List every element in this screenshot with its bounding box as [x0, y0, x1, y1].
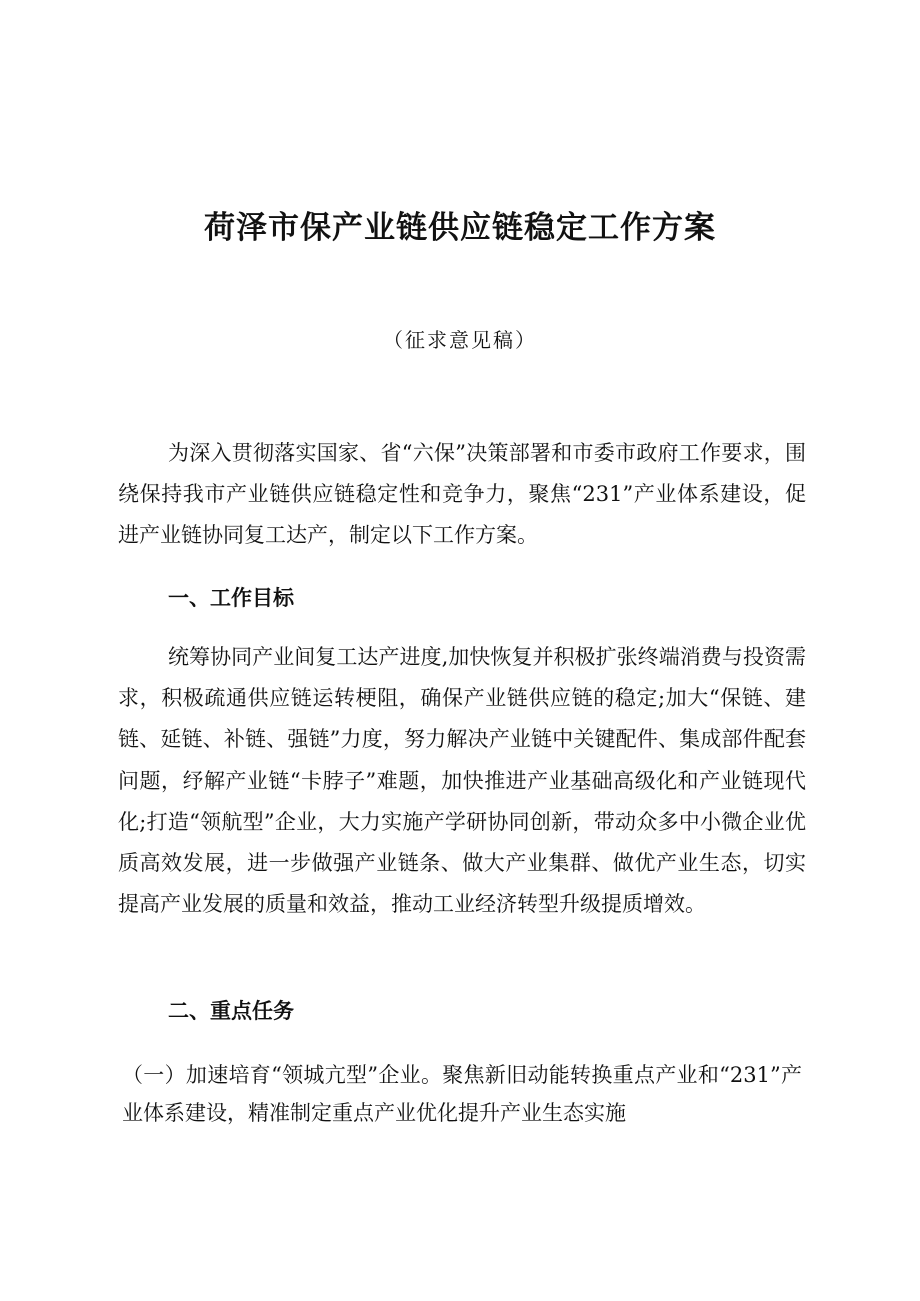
section-heading-goals: 一、工作目标: [168, 586, 294, 610]
document-title: 荷泽市保产业链供应链稳定工作方案: [204, 210, 716, 246]
intro-paragraph: 为深入贯彻落实国家、省“六保”决策部署和市委市政府工作要求，围绕保持我市产业链供应链稳定性和竞争力，聚焦“231”产业体系建设，促进产业链协同复工达产，制定以下工作方案。: [118, 441, 806, 548]
document-subtitle: （征求意见稿）: [383, 328, 537, 352]
goals-paragraph: 统筹协同产业间复工达产进度,加快恢复并积极扩张终端消费与投资需求，积极疏通供应链运转梗阻，确保产业链供应链的稳定;加大“保链、建链、延链、补链、强链”力度，努力解决产业链中关键配件、集成部件配套问题，纾解产业链“卡脖子”难题，加快推进产业基础高级化和产业链现代化;打造“领航型”企业，大力实施产学研协同创新，带动众多中小微企业优质高效发展，进一步做强产业链条、做大产业集群、做优产业生态，切实提高产业发展的质量和效益，推动工业经济转型升级提质增效。: [118, 645, 806, 917]
section-heading-tasks: 二、重点任务: [168, 999, 294, 1023]
task-item-1: （一）加速培育“领城亢型”企业。聚焦新旧动能转换重点产业和“231”产业体系建设，精准制定重点产业优化提升产业生态实施: [122, 1063, 802, 1125]
